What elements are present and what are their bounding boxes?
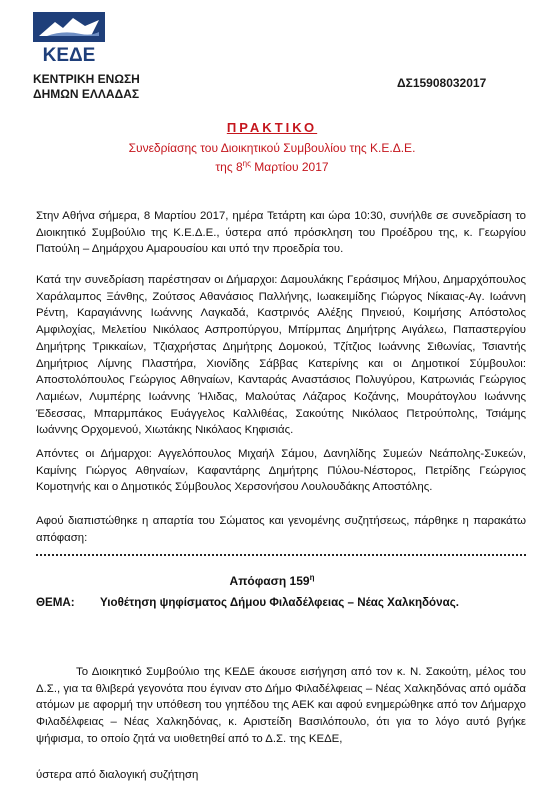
document-title: ΠΡΑΚΤΙΚΟ bbox=[226, 120, 318, 135]
meeting-intro-paragraph: Στην Αθήνα σήμερα, 8 Μαρτίου 2017, ημέρα Τετάρτη και ώρα 10:30, συνήλθε σε συνεδρίαση το Διοικητικό Συμβούλιο της Κ.Ε.Δ.Ε., ύστερα από πρόσκληση του Προέδρου της, κ. Γεωργίου Πατούλη – Δημάρχου Αμαρουσίου και υπό την προεδρία του. bbox=[36, 210, 526, 256]
subject-text: Υιοθέτηση ψηφίσματος Δήμου Φιλαδέλφειας – Νέας Χαλκηδόνας. bbox=[100, 596, 459, 609]
decision-body-paragraph: Το Διοικητικό Συμβούλιο της ΚΕΔΕ άκουσε εισήγηση από τον κ. Ν. Σακούτη, μέλος του Δ.Σ., για τα θλιβερά γεγονότα που έγιναν στο Δήμο Φιλαδέλφειας – Νέας Χαλκηδόνας από ομάδα ατόμων με αφορμή την υπόθεση του γηπέδου της ΑΕΚ και αφού ενημερώθηκε από τον Δήμαρχο Φιλαδέλφειας – Νέας Χαλκηδόνας, κ. Αριστείδη Βασιλόπουλο, ότι για το λόγο αυτό βγήκε ψήφισμα, το οποίο ζητά να υιοθετηθεί από το Δ.Σ. της ΚΕΔΕ, bbox=[36, 666, 526, 745]
quorum-paragraph: Αφού διαπιστώθηκε η απαρτία του Σώματος και γενομένης συζητήσεως, πάρθηκε η παρακάτω απόφαση: bbox=[36, 515, 526, 544]
subtitle-date-suffix: Μαρτίου 2017 bbox=[250, 160, 329, 174]
subject-line bbox=[36, 596, 459, 609]
org-name-line2: ΔΗΜΩΝ ΕΛΛΑΔΑΣ bbox=[33, 87, 140, 101]
document-subtitle bbox=[0, 140, 544, 175]
attendees-paragraph: Κατά την συνεδρίαση παρέστησαν οι Δήμαρχοι: Δαμουλάκης Γεράσιμος Μήλου, Δημαρχόπουλος Χαράλαμπος Ξάνθης, Ζούτσος Αθανάσιος Παλλήνης, Ιωακειμίδης Γιώργος Νίκαιας-Αγ. Ιωάννη Ρέντη, Καραγιάννης Ιωάννης Λαγκαδά, Καστρινός Αλέξης Πηνειού, Κοιμήσης Απόστολος Αμφιλοχίας, Μελετίου Νικόλαος Ασπροπύργου, Μπίρμπας Δημήτρης Αιγάλεω, Παπαστεργίου Δημήτρης Τρικκαίων, Τζιαχρήστας Δημήτρης Δομοκού, Τζίτζιος Ιωάννης Σιθωνίας, Τσιαντής Δημήτριος Λίμνης Πλαστήρα, Χιονίδης Σάββας Κατερίνης και οι Δημοτικοί Σύμβουλοι: Αποστολόπουλος Γεώργιος Αθηναίων, Κανταράς Αναστάσιος Πολυγύρου, Κατρωνιάς Γεώργιος Λαμιέων, Λυμπέρης Ιωάννης Ήλιδας, Μαλούτας Λάζαρος Κοζάνης, Μουράτογλου Ιωάννης Έδεσσας, Μπαρμπάκος Ευάγγελος Καλλιθέας, Σακούτης Νικόλαος Πετρούπολης, Τσιάμης Ιωάννης Ορχομενού, Χιωτάκης Νικόλαος Κηφισιάς. bbox=[36, 274, 526, 437]
closing-line: ύστερα από διαλογική συζήτηση bbox=[36, 769, 199, 781]
subject-label: ΘΕΜΑ: bbox=[36, 596, 75, 609]
decision-label: Απόφαση 159 bbox=[229, 574, 310, 588]
decision-sup: η bbox=[309, 573, 315, 582]
subtitle-line1: Συνεδρίασης του Διοικητικού Συμβουλίου της Κ.Ε.Δ.Ε. bbox=[128, 141, 416, 155]
subtitle-line2 bbox=[0, 156, 544, 175]
logo-text: ΚΕΔΕ bbox=[42, 45, 96, 64]
decision-number bbox=[0, 573, 544, 588]
kede-logo bbox=[33, 12, 105, 64]
dotted-separator bbox=[36, 548, 526, 556]
absentees-paragraph: Απόντες οι Δήμαρχοι: Αγγελόπουλος Μιχαήλ Σάμου, Δανηλίδης Συμεών Νεάπολης-Συκεών, Καμίνης Γιώργος Αθηναίων, Καφαντάρης Δημήτρης Πύλου-Νέστορος, Πετρίδης Γεώργιος Κομοτηνής και ο Δημοτικός Σύμβουλος Χερσονήσου Λουλουδάκης Αποστόλης. bbox=[36, 448, 526, 494]
org-name-line1: ΚΕΝΤΡΙΚΗ ΕΝΩΣΗ bbox=[33, 72, 140, 86]
document-id: ΔΣ15908032017 bbox=[397, 76, 487, 90]
subtitle-date-sup: ης bbox=[242, 159, 251, 168]
organization-name bbox=[33, 72, 140, 102]
subtitle-date-prefix: της 8 bbox=[215, 160, 243, 174]
